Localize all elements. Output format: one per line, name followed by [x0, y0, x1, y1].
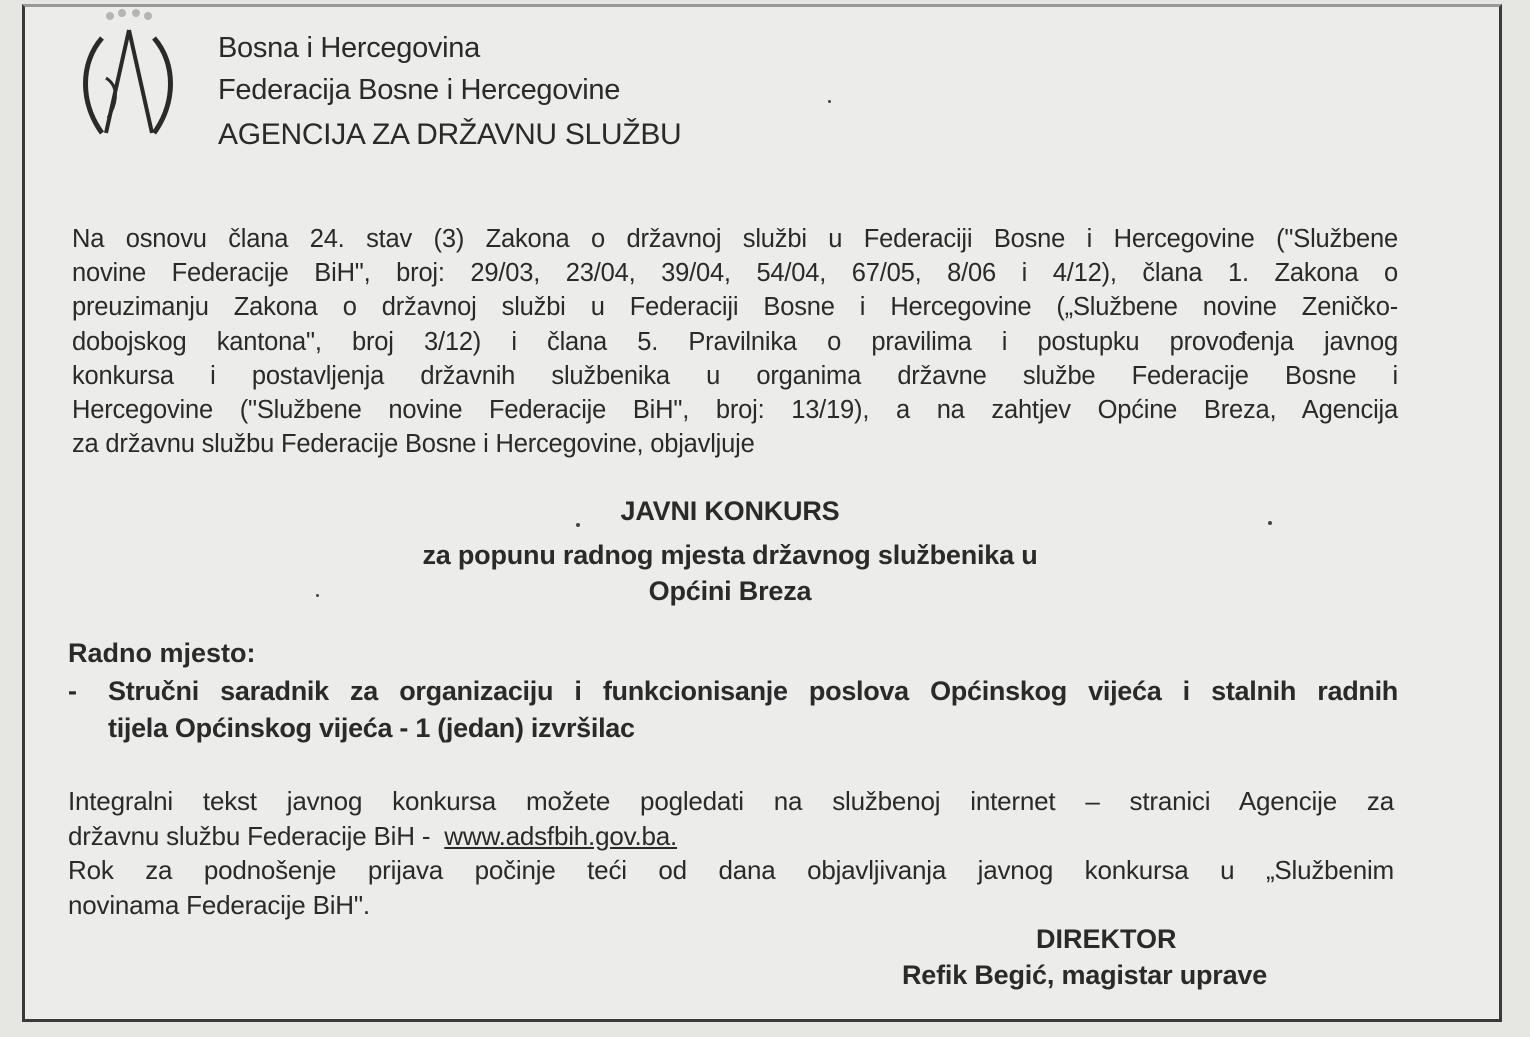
header-country: Bosna i Hercegovina [218, 32, 480, 64]
print-speck [576, 523, 580, 527]
intro-line: dobojskog kantona", broj 3/12) i člana 5. Pravilnika o pravilima i postupku provođenja javnog [72, 327, 1398, 356]
intro-line: Hercegovine ("Službene novine Federacije BiH", broj: 13/19), a na zahtjev Općine Breza, Agencija [72, 396, 1398, 425]
intro-paragraph [72, 222, 1398, 461]
signer-name: Refik Begić, magistar uprave [902, 960, 1268, 990]
position-line: tijela Općinskog vijeća - 1 (jedan) izvršilac [108, 713, 635, 743]
header-agency: AGENCIJA ZA DRŽAVNU SLUŽBU [218, 118, 682, 151]
intro-line: Na osnovu člana 24. stav (3) Zakona o državnoj službi u Federaciji Bosne i Hercegovine ("Službene [72, 225, 1398, 253]
info-line [68, 819, 1394, 854]
agency-website-link[interactable]: www.adsfbih.gov.ba. [444, 820, 678, 851]
intro-line: preuzimanju Zakona o državnoj službi u Federaciji Bosne i Hercegovine („Službene novine Zeničko- [72, 293, 1398, 322]
info-paragraph [68, 784, 1394, 922]
print-speck [1268, 521, 1272, 525]
print-speck [316, 594, 319, 597]
announcement-subtitle-municipality: Općini Breza [648, 576, 812, 606]
print-speck [828, 100, 831, 103]
intro-line: novine Federacije BiH", broj: 29/03, 23/04, 39/04, 54/04, 67/05, 8/06 i 4/12), člana 1. Zakona o [72, 259, 1398, 288]
bullet-dash: - [68, 676, 77, 706]
position-line: Stručni saradnik za organizaciju i funkcionisanje poslova Općinskog vijeća i stalnih radnih [108, 676, 1398, 706]
intro-line: za državnu službu Federacije Bosne i Hercegovine, objavljuje [72, 430, 755, 459]
header-federation: Federacija Bosne i Hercegovine [218, 74, 621, 106]
info-line: Rok za podnošenje prijava počinje teći od dana objavljivanja javnog konkursa u „Službenim [68, 855, 1394, 885]
intro-line: konkursa i postavljenja državnih službenika u organima državne službe Federacije Bosne i [72, 361, 1398, 390]
info-line-prefix: državnu službu Federacije BiH - [68, 820, 431, 851]
agency-logo-icon [72, 8, 192, 148]
info-line: Integralni tekst javnog konkursa možete pogledati na službenoj internet – stranici Agencije za [68, 786, 1394, 816]
announcement-title: JAVNI KONKURS [620, 496, 840, 526]
info-line: novinama Federacije BiH". [68, 889, 370, 920]
position-description [108, 673, 1398, 747]
position-label: Radno mjesto: [68, 638, 256, 668]
announcement-subtitle: za popunu radnog mjesta državnog službenika u [422, 540, 1038, 570]
signer-title: DIREKTOR [1036, 924, 1177, 954]
